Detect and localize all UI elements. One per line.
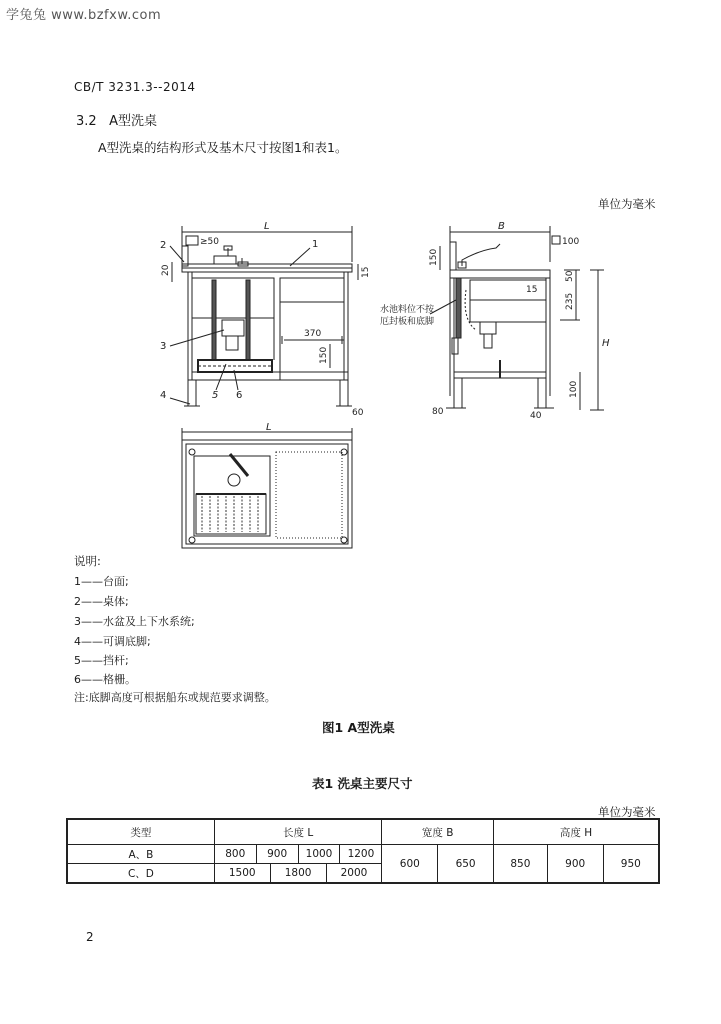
watermark: 学兔兔 www.bzfxw.com [6,8,162,23]
length-cell: 1200 [340,845,382,864]
type-cell: C、D [67,864,214,884]
label-6: 6 [236,390,243,401]
figure-caption: 图1 A型洗桌 [322,720,395,735]
label-4: 4 [160,390,167,401]
side-view [380,221,610,421]
width-cell: 650 [438,845,494,884]
dim-80: 80 [432,407,444,417]
length-cell: 1500 [215,864,271,882]
top-view [182,422,352,548]
section-title: A型洗桌 [109,114,157,129]
dim-100-top: 100 [562,237,580,247]
width-cell: 600 [382,845,438,884]
length-cell: 1800 [271,864,327,882]
header-width: 宽度 B [382,819,494,845]
table-header-row [67,819,659,845]
dim-235: 235 [565,292,575,310]
height-cell: 950 [603,845,659,884]
dim-H: H [602,338,610,349]
legend-item: 5——挡杆; [74,654,129,667]
section-number: 3.2 [76,114,97,129]
length-group-cell [214,864,382,884]
legend-title: 说明: [74,554,101,568]
dim-B: B [498,221,505,232]
header-type: 类型 [67,819,214,845]
dim-L-top: L [266,422,272,433]
table-caption: 表1 洗桌主要尺寸 [312,776,413,791]
legend-item: 2——桌体; [74,595,129,608]
dim-ge50: ≥50 [200,237,219,247]
dim-100-side: 100 [569,380,579,398]
label-1: 1 [312,239,319,250]
legend-item: 3——水盆及上下水系统; [74,615,195,628]
table-unit: 单位为毫米 [598,805,656,819]
dim-50: 50 [565,270,575,282]
length-cell: 800 [214,845,256,864]
dim-15-side: 15 [526,285,538,295]
label-2: 2 [160,240,167,251]
length-cell: 1000 [298,845,340,864]
header-height: 高度 H [493,819,659,845]
legend-item: 1——台面; [74,575,129,588]
dimensions-table [66,818,660,884]
label-3: 3 [160,341,167,352]
figure-unit: 单位为毫米 [598,197,656,211]
front-view [160,221,371,418]
legend-note: 注:底脚高度可根据船东或规范要求调整。 [74,691,276,704]
dim-15-front: 15 [361,266,371,278]
table-row [67,845,659,864]
dim-370: 370 [304,329,322,339]
dim-40: 40 [530,411,542,421]
dim-150-front: 150 [319,346,329,364]
dim-150-side: 150 [429,248,439,266]
legend-item: 4——可调底脚; [74,635,151,648]
height-cell: 850 [493,845,547,884]
length-cell: 2000 [340,867,368,879]
header-length: 长度 L [214,819,382,845]
body-paragraph: A型洗桌的结构形式及基木尺寸按图1和表1。 [98,140,348,155]
note-line-1: 水池料位不按 [380,305,435,315]
label-5: 5 [212,390,219,401]
standard-id: CB/T 3231.3--2014 [74,80,196,94]
dim-L-front: L [264,221,270,232]
legend-item: 6——格栅。 [74,673,136,686]
dim-20: 20 [161,264,171,276]
length-cell: 900 [256,845,298,864]
height-cell: 900 [547,845,603,884]
page-number: 2 [86,930,94,944]
note-line-2: 厄封板和底脚 [380,317,435,327]
type-cell: A、B [67,845,214,864]
dim-60: 60 [352,408,364,418]
